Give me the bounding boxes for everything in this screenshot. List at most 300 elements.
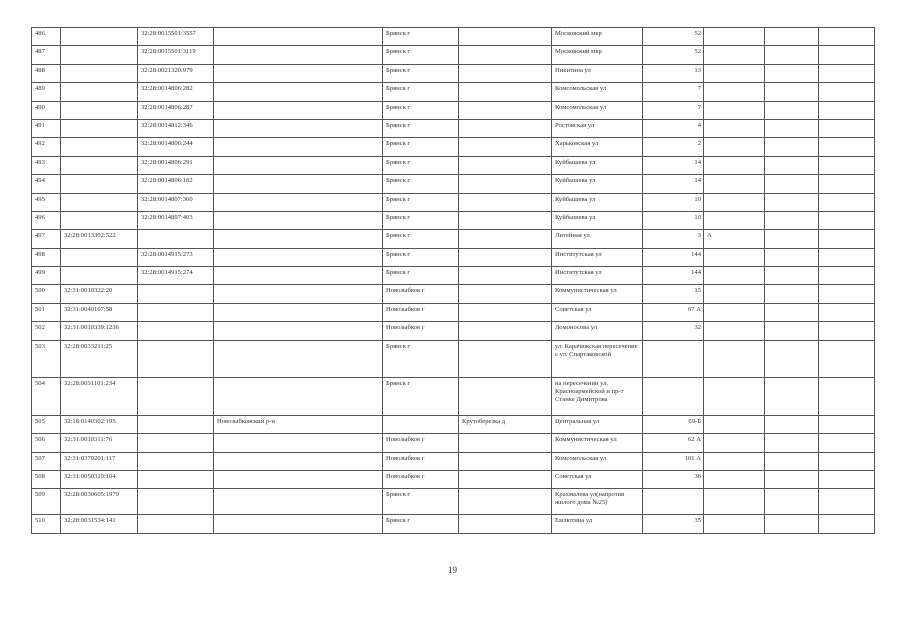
district-cell (214, 193, 383, 211)
cadastral-number-cell: 32:31:0010311:76 (61, 434, 138, 452)
settlement-cell (459, 340, 552, 378)
settlement-cell (459, 285, 552, 303)
district-cell (214, 101, 383, 119)
street-cell: на пересечении ул. Красноармейской и пр-т Станке Димитрова (552, 378, 643, 416)
table-row (32, 28, 875, 46)
cadastral-number-cell: 32:28:0030605:1979 (61, 489, 138, 515)
cadastral-number-2-cell (138, 489, 214, 515)
district-cell (214, 267, 383, 285)
extra-cell-1 (765, 119, 819, 137)
cadastral-number-cell: 32:28:0033211:25 (61, 340, 138, 378)
row-number-cell: 509 (32, 489, 61, 515)
row-number-cell: 489 (32, 83, 61, 101)
city-cell: Брянск г (383, 46, 459, 64)
cadastral-number-2-cell: 32:28:0015501:3119 (138, 46, 214, 64)
street-cell: Московский мкр (552, 46, 643, 64)
house-number-cell: 52 (643, 46, 704, 64)
house-number-cell: 13 (643, 64, 704, 82)
building-letter-cell (704, 46, 765, 64)
extra-cell-2 (819, 378, 875, 416)
cadastral-number-2-cell: 32:28:0014806:287 (138, 101, 214, 119)
street-cell: Советская ул (552, 303, 643, 321)
settlement-cell (459, 322, 552, 340)
settlement-cell (459, 138, 552, 156)
table-row (32, 340, 875, 378)
table-row (32, 46, 875, 64)
cadastral-number-cell (61, 211, 138, 229)
building-letter-cell: А (704, 230, 765, 248)
house-number-cell: 62 А (643, 434, 704, 452)
extra-cell-1 (765, 230, 819, 248)
row-number-cell: 500 (32, 285, 61, 303)
extra-cell-1 (765, 46, 819, 64)
district-cell (214, 138, 383, 156)
extra-cell-2 (819, 515, 875, 533)
cadastral-number-cell (61, 248, 138, 266)
row-number-cell: 510 (32, 515, 61, 533)
extra-cell-1 (765, 415, 819, 433)
cadastral-number-cell: 32:28:0013302:522 (61, 230, 138, 248)
city-cell: Брянск г (383, 211, 459, 229)
cadastral-number-2-cell (138, 303, 214, 321)
extra-cell-1 (765, 303, 819, 321)
city-cell: Брянск г (383, 28, 459, 46)
extra-cell-1 (765, 378, 819, 416)
street-cell: Ростовская ул (552, 119, 643, 137)
district-cell (214, 285, 383, 303)
district-cell (214, 175, 383, 193)
cadastral-number-2-cell: 32:28:0021320:979 (138, 64, 214, 82)
row-number-cell: 501 (32, 303, 61, 321)
street-cell: Никитина ул (552, 64, 643, 82)
cadastral-number-2-cell: 32:28:0014807:360 (138, 193, 214, 211)
street-cell: Московский мкр (552, 28, 643, 46)
district-cell (214, 340, 383, 378)
extra-cell-1 (765, 452, 819, 470)
cadastral-number-cell: 32:31:0010339:1236 (61, 322, 138, 340)
building-letter-cell (704, 285, 765, 303)
table-row (32, 156, 875, 174)
cadastral-number-2-cell (138, 322, 214, 340)
extra-cell-1 (765, 211, 819, 229)
building-letter-cell (704, 515, 765, 533)
street-cell: Комсомольская ул (552, 452, 643, 470)
building-letter-cell (704, 248, 765, 266)
row-number-cell: 491 (32, 119, 61, 137)
house-number-cell: 144 (643, 267, 704, 285)
cadastral-number-2-cell: 32:28:0014812:346 (138, 119, 214, 137)
cadastral-number-cell (61, 267, 138, 285)
settlement-cell: Крутоберезка д (459, 415, 552, 433)
house-number-cell: 7 (643, 101, 704, 119)
house-number-cell: 36 (643, 471, 704, 489)
city-cell: Брянск г (383, 515, 459, 533)
extra-cell-1 (765, 434, 819, 452)
extra-cell-1 (765, 471, 819, 489)
row-number-cell: 488 (32, 64, 61, 82)
cadastral-number-cell: 32:28:0031534:141 (61, 515, 138, 533)
extra-cell-2 (819, 211, 875, 229)
cadastral-number-cell (61, 156, 138, 174)
extra-cell-2 (819, 248, 875, 266)
cadastral-number-2-cell: 32:28:0014915:274 (138, 267, 214, 285)
district-cell (214, 211, 383, 229)
cadastral-number-cell: 32:31:0370201:117 (61, 452, 138, 470)
table-row (32, 267, 875, 285)
extra-cell-2 (819, 138, 875, 156)
district-cell (214, 378, 383, 416)
street-cell: Советская ул (552, 471, 643, 489)
city-cell: Брянск г (383, 119, 459, 137)
extra-cell-1 (765, 175, 819, 193)
extra-cell-2 (819, 119, 875, 137)
table-row (32, 378, 875, 416)
extra-cell-2 (819, 471, 875, 489)
building-letter-cell (704, 156, 765, 174)
table-row (32, 175, 875, 193)
extra-cell-2 (819, 230, 875, 248)
district-cell (214, 434, 383, 452)
table-row (32, 489, 875, 515)
building-letter-cell (704, 64, 765, 82)
house-number-cell: 101 А (643, 452, 704, 470)
street-cell: Комсомольская ул (552, 83, 643, 101)
building-letter-cell (704, 101, 765, 119)
cadastral-number-cell (61, 101, 138, 119)
street-cell: Коммунистическая ул (552, 434, 643, 452)
street-cell: Ломоносова ул (552, 322, 643, 340)
building-letter-cell (704, 340, 765, 378)
house-number-cell: 10 (643, 211, 704, 229)
house-number-cell: 10 (643, 193, 704, 211)
extra-cell-2 (819, 267, 875, 285)
district-cell (214, 119, 383, 137)
settlement-cell (459, 378, 552, 416)
city-cell: Брянск г (383, 230, 459, 248)
district-cell (214, 248, 383, 266)
cadastral-number-cell: 32:31:0050320:104 (61, 471, 138, 489)
cadastral-number-cell (61, 83, 138, 101)
settlement-cell (459, 83, 552, 101)
extra-cell-2 (819, 489, 875, 515)
city-cell: Брянск г (383, 101, 459, 119)
district-cell (214, 322, 383, 340)
district-cell: Новозыбковский р-н (214, 415, 383, 433)
building-letter-cell (704, 175, 765, 193)
extra-cell-2 (819, 83, 875, 101)
house-number-cell: 15 (643, 285, 704, 303)
extra-cell-1 (765, 322, 819, 340)
extra-cell-2 (819, 193, 875, 211)
cadastral-number-2-cell: 32:28:0014806:244 (138, 138, 214, 156)
settlement-cell (459, 101, 552, 119)
row-number-cell: 503 (32, 340, 61, 378)
building-letter-cell (704, 193, 765, 211)
row-number-cell: 508 (32, 471, 61, 489)
city-cell: Новозыбков г (383, 285, 459, 303)
house-number-cell: 67 А (643, 303, 704, 321)
street-cell: Центральная ул (552, 415, 643, 433)
street-cell: Крахмалева ул(напротив жилого дома №25) (552, 489, 643, 515)
table-row (32, 471, 875, 489)
table-row (32, 322, 875, 340)
table-row (32, 193, 875, 211)
city-cell: Брянск г (383, 340, 459, 378)
table-row (32, 434, 875, 452)
extra-cell-2 (819, 285, 875, 303)
settlement-cell (459, 248, 552, 266)
building-letter-cell (704, 211, 765, 229)
settlement-cell (459, 489, 552, 515)
table-row (32, 211, 875, 229)
building-letter-cell (704, 138, 765, 156)
house-number-cell: 32 (643, 322, 704, 340)
row-number-cell: 493 (32, 156, 61, 174)
extra-cell-1 (765, 64, 819, 82)
extra-cell-2 (819, 156, 875, 174)
street-cell: Куйбышева ул (552, 193, 643, 211)
building-letter-cell (704, 28, 765, 46)
cadastral-number-2-cell: 32:28:0014806:291 (138, 156, 214, 174)
street-cell: Комсомольская ул (552, 101, 643, 119)
extra-cell-1 (765, 340, 819, 378)
city-cell: Новозыбков г (383, 434, 459, 452)
cadastral-number-2-cell (138, 415, 214, 433)
settlement-cell (459, 434, 552, 452)
extra-cell-1 (765, 156, 819, 174)
cadastral-number-2-cell: 32:28:0015501:3557 (138, 28, 214, 46)
table-row (32, 138, 875, 156)
extra-cell-1 (765, 101, 819, 119)
house-number-cell: 14 (643, 175, 704, 193)
street-cell: Емлютина ул (552, 515, 643, 533)
city-cell (383, 415, 459, 433)
house-number-cell: 7 (643, 83, 704, 101)
city-cell: Брянск г (383, 489, 459, 515)
row-number-cell: 502 (32, 322, 61, 340)
settlement-cell (459, 28, 552, 46)
cadastral-number-cell (61, 28, 138, 46)
house-number-cell: 52 (643, 28, 704, 46)
extra-cell-2 (819, 452, 875, 470)
building-letter-cell (704, 267, 765, 285)
extra-cell-2 (819, 415, 875, 433)
house-number-cell (643, 340, 704, 378)
settlement-cell (459, 64, 552, 82)
extra-cell-1 (765, 267, 819, 285)
district-cell (214, 156, 383, 174)
cadastral-number-2-cell (138, 340, 214, 378)
street-cell: Литейная ул (552, 230, 643, 248)
table-row (32, 415, 875, 433)
extra-cell-1 (765, 193, 819, 211)
district-cell (214, 489, 383, 515)
extra-cell-1 (765, 489, 819, 515)
cadastral-number-cell: 32:28:0031101:234 (61, 378, 138, 416)
building-letter-cell (704, 452, 765, 470)
street-cell: ул. Карачижская пересечение с ул. Спартаковской (552, 340, 643, 378)
settlement-cell (459, 515, 552, 533)
house-number-cell: 14 (643, 156, 704, 174)
settlement-cell (459, 211, 552, 229)
row-number-cell: 506 (32, 434, 61, 452)
extra-cell-2 (819, 46, 875, 64)
cadastral-number-2-cell: 32:28:0014915:273 (138, 248, 214, 266)
settlement-cell (459, 303, 552, 321)
row-number-cell: 507 (32, 452, 61, 470)
city-cell: Брянск г (383, 378, 459, 416)
table-row (32, 83, 875, 101)
extra-cell-2 (819, 28, 875, 46)
row-number-cell: 495 (32, 193, 61, 211)
row-number-cell: 505 (32, 415, 61, 433)
city-cell: Новозыбков г (383, 322, 459, 340)
row-number-cell: 492 (32, 138, 61, 156)
table-row (32, 248, 875, 266)
row-number-cell: 496 (32, 211, 61, 229)
settlement-cell (459, 471, 552, 489)
cadastral-number-2-cell (138, 230, 214, 248)
street-cell: Куйбышева ул (552, 175, 643, 193)
cadastral-number-cell: 32:18:0140302:195 (61, 415, 138, 433)
settlement-cell (459, 452, 552, 470)
street-cell: Куйбышева ул (552, 211, 643, 229)
extra-cell-1 (765, 515, 819, 533)
settlement-cell (459, 175, 552, 193)
row-number-cell: 486 (32, 28, 61, 46)
house-number-cell: 35 (643, 515, 704, 533)
cadastral-number-2-cell: 32:28:0014806:182 (138, 175, 214, 193)
street-cell: Куйбышева ул (552, 156, 643, 174)
building-letter-cell (704, 83, 765, 101)
extra-cell-2 (819, 101, 875, 119)
district-cell (214, 46, 383, 64)
cadastral-number-2-cell: 32:28:0014806:282 (138, 83, 214, 101)
district-cell (214, 515, 383, 533)
city-cell: Брянск г (383, 138, 459, 156)
page-number: 19 (448, 565, 457, 575)
row-number-cell: 487 (32, 46, 61, 64)
cadastral-number-2-cell (138, 515, 214, 533)
house-number-cell: 69-Б (643, 415, 704, 433)
settlement-cell (459, 46, 552, 64)
street-cell: Институтская ул (552, 248, 643, 266)
house-number-cell (643, 489, 704, 515)
house-number-cell: 2 (643, 138, 704, 156)
district-cell (214, 83, 383, 101)
cadastral-number-2-cell: 32:28:0014807:403 (138, 211, 214, 229)
district-cell (214, 452, 383, 470)
house-number-cell: 144 (643, 248, 704, 266)
city-cell: Брянск г (383, 267, 459, 285)
extra-cell-1 (765, 285, 819, 303)
row-number-cell: 497 (32, 230, 61, 248)
extra-cell-2 (819, 175, 875, 193)
house-number-cell: 4 (643, 119, 704, 137)
cadastral-number-2-cell (138, 378, 214, 416)
extra-cell-1 (765, 248, 819, 266)
district-cell (214, 64, 383, 82)
extra-cell-1 (765, 28, 819, 46)
city-cell: Брянск г (383, 83, 459, 101)
building-letter-cell (704, 303, 765, 321)
cadastral-number-cell (61, 193, 138, 211)
row-number-cell: 499 (32, 267, 61, 285)
city-cell: Брянск г (383, 248, 459, 266)
extra-cell-2 (819, 340, 875, 378)
city-cell: Брянск г (383, 156, 459, 174)
settlement-cell (459, 230, 552, 248)
table-row (32, 64, 875, 82)
row-number-cell: 490 (32, 101, 61, 119)
house-number-cell: 3 (643, 230, 704, 248)
cadastral-number-2-cell (138, 285, 214, 303)
table-row (32, 101, 875, 119)
street-cell: Институтская ул (552, 267, 643, 285)
extra-cell-2 (819, 64, 875, 82)
row-number-cell: 498 (32, 248, 61, 266)
city-cell: Брянск г (383, 64, 459, 82)
registry-table (31, 27, 875, 534)
cadastral-number-cell (61, 119, 138, 137)
row-number-cell: 504 (32, 378, 61, 416)
city-cell: Новозыбков г (383, 303, 459, 321)
city-cell: Новозыбков г (383, 471, 459, 489)
building-letter-cell (704, 415, 765, 433)
cadastral-number-cell (61, 138, 138, 156)
city-cell: Новозыбков г (383, 452, 459, 470)
city-cell: Брянск г (383, 175, 459, 193)
extra-cell-2 (819, 322, 875, 340)
cadastral-number-2-cell (138, 471, 214, 489)
cadastral-number-2-cell (138, 434, 214, 452)
building-letter-cell (704, 322, 765, 340)
district-cell (214, 28, 383, 46)
street-cell: Харьковская ул (552, 138, 643, 156)
cadastral-number-cell (61, 46, 138, 64)
house-number-cell (643, 378, 704, 416)
settlement-cell (459, 267, 552, 285)
table-row (32, 515, 875, 533)
cadastral-number-cell: 32:31:0040107:58 (61, 303, 138, 321)
cadastral-number-2-cell (138, 452, 214, 470)
district-cell (214, 230, 383, 248)
cadastral-number-cell: 32:31:0010322:20 (61, 285, 138, 303)
extra-cell-2 (819, 434, 875, 452)
extra-cell-1 (765, 83, 819, 101)
table-row (32, 452, 875, 470)
table-row (32, 230, 875, 248)
table-row (32, 303, 875, 321)
building-letter-cell (704, 119, 765, 137)
table-row (32, 119, 875, 137)
building-letter-cell (704, 378, 765, 416)
cadastral-number-cell (61, 175, 138, 193)
district-cell (214, 471, 383, 489)
city-cell: Брянск г (383, 193, 459, 211)
settlement-cell (459, 193, 552, 211)
extra-cell-1 (765, 138, 819, 156)
building-letter-cell (704, 434, 765, 452)
cadastral-number-cell (61, 64, 138, 82)
building-letter-cell (704, 471, 765, 489)
building-letter-cell (704, 489, 765, 515)
street-cell: Коммунистическая ул (552, 285, 643, 303)
district-cell (214, 303, 383, 321)
row-number-cell: 494 (32, 175, 61, 193)
table-row (32, 285, 875, 303)
extra-cell-2 (819, 303, 875, 321)
